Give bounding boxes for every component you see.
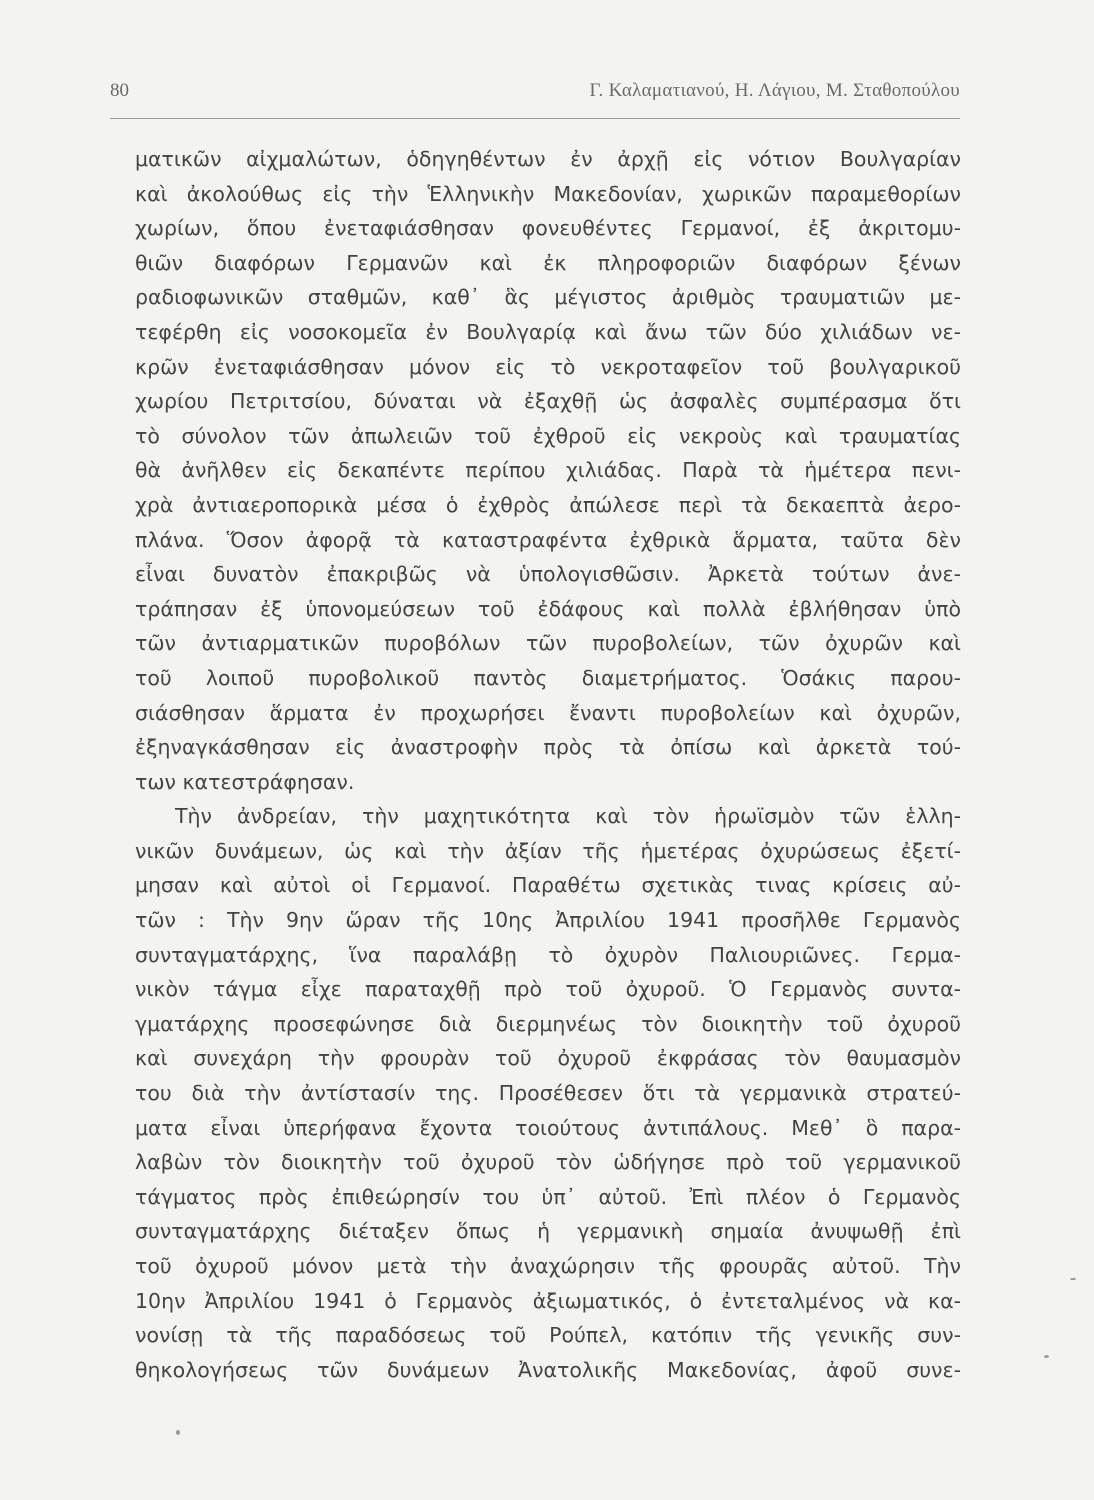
text-line: ἐξηναγκάσθησαν εἰς ἀναστροφὴν πρὸς τὰ ὀπίσω καὶ ἀρκετὰ τού- <box>135 735 961 760</box>
header-rule <box>110 118 960 119</box>
text-line: σιάσθησαν ἅρματα ἐν προχωρήσει ἔναντι πυροβολείων καὶ ὀχυρῶν, <box>135 700 961 725</box>
text-line: νικὸν τάγμα εἶχε παραταχθῇ πρὸ τοῦ ὀχυροῦ. Ὁ Γερμανὸς συντα- <box>135 977 961 1002</box>
text-line: χωρίων, ὅπου ἐνεταφιάσθησαν φονευθέντες Γερμανοί, ἐξ ἀκριτομυ- <box>135 216 961 241</box>
text-line: γματάρχης προσεφώνησε διὰ διερμηνέως τὸν διοικητὴν τοῦ ὀχυροῦ <box>135 1011 961 1036</box>
text-line: τεφέρθη εἰς νοσοκομεῖα ἐν Βουλγαρίᾳ καὶ ἄνω τῶν δύο χιλιάδων νε- <box>135 319 961 344</box>
text-line: χρὰ ἀντιαεροπορικὰ μέσα ὁ ἐχθρὸς ἀπώλεσε περὶ τὰ δεκαεπτὰ ἀερο- <box>135 492 961 517</box>
text-line: συνταγματάρχης, ἵνα παραλάβῃ τὸ ὀχυρὸν Παλιουριῶνες. Γερμα- <box>135 942 961 967</box>
text-line: καὶ συνεχάρη τὴν φρουρὰν τοῦ ὀχυροῦ ἐκφράσας τὸν θαυμασμὸν <box>135 1046 961 1071</box>
text-line: ματα εἶναι ὑπερήφανα ἔχοντα τοιούτους ἀντιπάλους. Μεθ᾽ ὃ παρα- <box>135 1115 961 1140</box>
text-line: τὸ σύνολον τῶν ἀπωλειῶν τοῦ ἐχθροῦ εἰς νεκροὺς καὶ τραυματίας <box>135 423 961 448</box>
page-header <box>110 80 960 104</box>
text-line: κρῶν ἐνεταφιάσθησαν μόνον εἰς τὸ νεκροταφεῖον τοῦ βουλγαρικοῦ <box>135 354 961 379</box>
text-line: τάγματος πρὸς ἐπιθεώρησίν του ὑπ᾽ αὐτοῦ. Ἐπὶ πλέον ὁ Γερμανὸς <box>135 1184 961 1209</box>
text-line: τοῦ λοιποῦ πυροβολικοῦ παντὸς διαμετρήματος. Ὁσάκις παρου- <box>135 665 961 690</box>
text-line: λαβὼν τὸν διοικητὴν τοῦ ὀχυροῦ τὸν ὡδήγησε πρὸ τοῦ γερμανικοῦ <box>135 1150 961 1175</box>
text-line: ραδιοφωνικῶν σταθμῶν, καθ᾽ ἃς μέγιστος ἀριθμὸς τραυματιῶν με- <box>135 285 961 310</box>
text-line: καὶ ἀκολούθως εἰς τὴν Ἑλληνικὴν Μακεδονίαν, χωρικῶν παραμεθορίων <box>135 181 961 206</box>
scan-speck <box>176 1430 180 1435</box>
text-line: πλάνα. Ὅσον ἀφορᾷ τὰ καταστραφέντα ἐχθρικὰ ἅρματα, ταῦτα δὲν <box>135 527 961 552</box>
scan-speck <box>1044 1355 1049 1358</box>
text-line: τοῦ ὀχυροῦ μόνον μετὰ τὴν ἀναχώρησιν τῆς φρουρᾶς αὐτοῦ. Τὴν <box>135 1254 961 1278</box>
text-line: συνταγματάρχης διέταξεν ὅπως ἡ γερμανικὴ σημαία ἀνυψωθῇ ἐπὶ <box>135 1219 961 1244</box>
text-line: εἶναι δυνατὸν ἐπακριβῶς νὰ ὑπολογισθῶσιν. Ἀρκετὰ τούτων ἀνε- <box>135 562 961 587</box>
text-line: του διὰ τὴν ἀντίστασίν της. Προσέθεσεν ὅτι τὰ γερμανικὰ στρατεύ- <box>135 1081 961 1106</box>
paragraph-end-line: των κατεστράφησαν. <box>135 769 355 794</box>
running-head: Γ. Καλαματιανού, Η. Λάγιου, Μ. Σταθοπούλου <box>589 80 960 101</box>
scan-speck <box>1070 1278 1076 1280</box>
text-line: μησαν καὶ αὐτοὶ οἱ Γερμανοί. Παραθέτω σχετικὰς τινας κρίσεις αὐ- <box>135 873 961 898</box>
paragraph-first-line: Τὴν ἀνδρείαν, τὴν μαχητικότητα καὶ τὸν ἡρωϊσμὸν τῶν ἑλλη- <box>175 804 961 829</box>
body-text <box>135 142 961 1387</box>
text-line: χωρίου Πετριτσίου, δύναται νὰ ἐξαχθῇ ὡς ἀσφαλὲς συμπέρασμα ὅτι <box>135 389 961 414</box>
page-number: 80 <box>110 80 129 101</box>
text-line: θιῶν διαφόρων Γερμανῶν καὶ ἐκ πληροφοριῶν διαφόρων ξένων <box>135 250 961 275</box>
text-line: τῶν : Τὴν 9ην ὥραν τῆς 10ης Ἀπριλίου 1941 προσῆλθε Γερμανὸς <box>135 908 961 933</box>
text-line: νικῶν δυνάμεων, ὡς καὶ τὴν ἀξίαν τῆς ἡμετέρας ὀχυρώσεως ἐξετί- <box>135 838 961 863</box>
text-line: θὰ ἀνῆλθεν εἰς δεκαπέντε περίπου χιλιάδας. Παρὰ τὰ ἡμέτερα πενι- <box>135 458 961 483</box>
text-line: 10ην Ἀπριλίου 1941 ὁ Γερμανὸς ἀξιωματικός, ὁ ἐντεταλμένος νὰ κα- <box>135 1288 961 1313</box>
text-line: θηκολογήσεως τῶν δυνάμεων Ἀνατολικῆς Μακεδονίας, ἀφοῦ συνε- <box>135 1357 961 1382</box>
text-line: ματικῶν αἰχμαλώτων, ὁδηγηθέντων ἐν ἀρχῇ εἰς νότιον Βουλγαρίαν <box>135 147 961 171</box>
text-line: τράπησαν ἐξ ὑπονομεύσεων τοῦ ἐδάφους καὶ πολλὰ ἐβλήθησαν ὑπὸ <box>135 596 961 621</box>
text-line: τῶν ἀντιαρματικῶν πυροβόλων τῶν πυροβολείων, τῶν ὀχυρῶν καὶ <box>135 631 961 656</box>
text-line: νονίσῃ τὰ τῆς παραδόσεως τοῦ Ρούπελ, κατόπιν τῆς γενικῆς συν- <box>135 1323 961 1348</box>
